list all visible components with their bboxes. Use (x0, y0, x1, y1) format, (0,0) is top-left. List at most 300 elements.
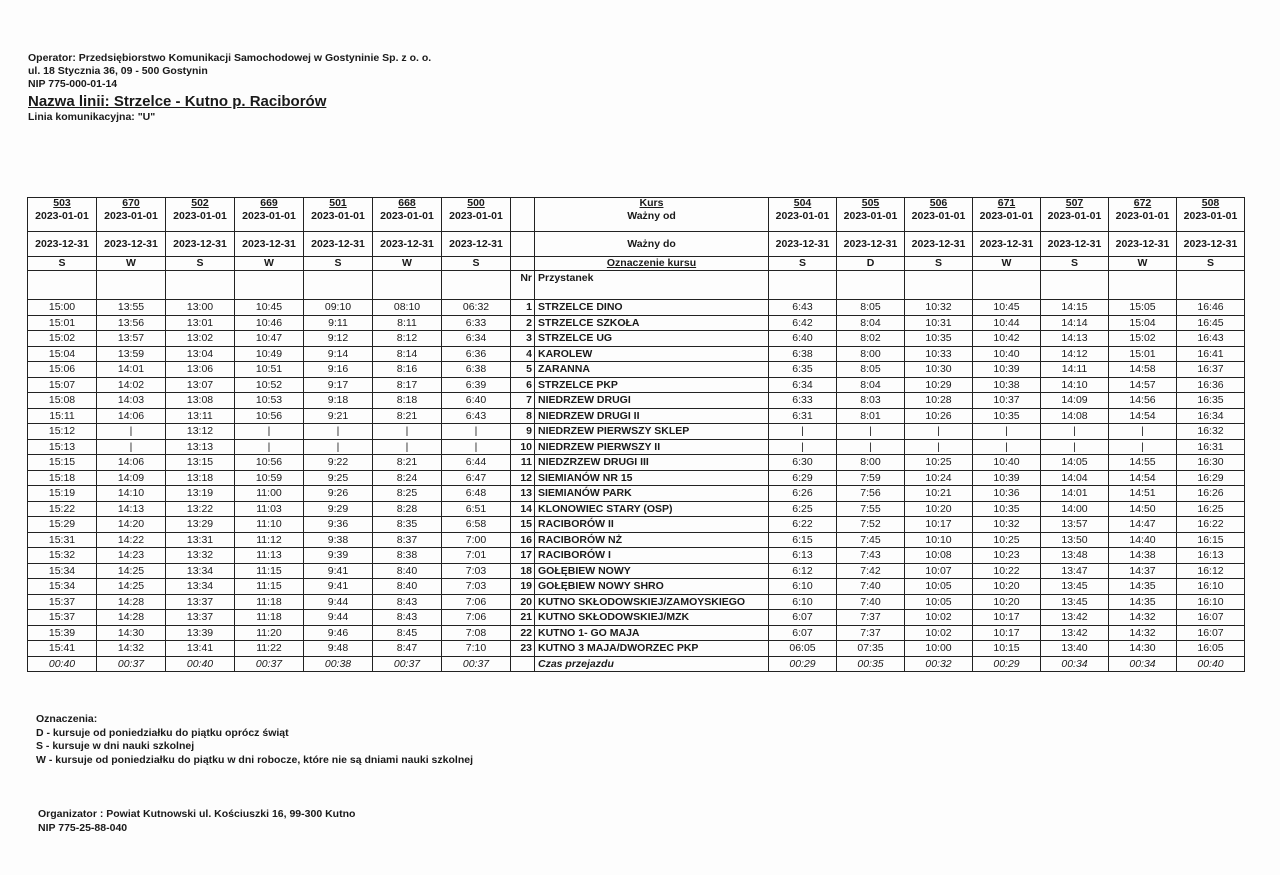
departure-time: 15:32 (28, 548, 97, 564)
course-to: 2023-12-31 (837, 232, 905, 257)
departure-time: 10:25 (973, 532, 1041, 548)
departure-time: | (373, 439, 442, 455)
stop-header: Przystanek (535, 271, 769, 300)
departure-time: 16:07 (1177, 625, 1245, 641)
departure-time: 14:28 (97, 610, 166, 626)
travel-time: 00:35 (837, 656, 905, 672)
departure-time: 14:47 (1109, 517, 1177, 533)
departure-time: 6:44 (442, 455, 511, 471)
departure-time: 10:05 (905, 594, 973, 610)
stop-number: 5 (511, 362, 535, 378)
departure-time: 15:15 (28, 455, 97, 471)
departure-time: 10:38 (973, 377, 1041, 393)
course-id: 505 (837, 198, 905, 210)
timetable (27, 197, 1245, 672)
departure-time: 6:30 (769, 455, 837, 471)
nr-spacer (511, 656, 535, 672)
stop-name: STRZELCE SZKOŁA (535, 315, 769, 331)
departure-time: | (837, 439, 905, 455)
departure-time: 10:23 (973, 548, 1041, 564)
course-from: 2023-01-01 (905, 209, 973, 232)
departure-time: 10:08 (905, 548, 973, 564)
departure-time: 10:59 (235, 470, 304, 486)
departure-time: 6:38 (442, 362, 511, 378)
blank-cell (373, 271, 442, 300)
departure-time: 15:02 (1109, 331, 1177, 347)
departure-time: 14:03 (97, 393, 166, 409)
departure-time: 14:54 (1109, 470, 1177, 486)
stop-row (28, 563, 1245, 579)
course-id: 506 (905, 198, 973, 210)
stop-row (28, 439, 1245, 455)
course-to: 2023-12-31 (1041, 232, 1109, 257)
departure-time: 10:31 (905, 315, 973, 331)
stop-row (28, 532, 1245, 548)
departure-time: 9:17 (304, 377, 373, 393)
departure-time: 10:51 (235, 362, 304, 378)
departure-time: 8:14 (373, 346, 442, 362)
departure-time: 13:42 (1041, 610, 1109, 626)
departure-time: 8:24 (373, 470, 442, 486)
travel-time: 00:29 (973, 656, 1041, 672)
departure-time: 9:22 (304, 455, 373, 471)
blank-cell (442, 271, 511, 300)
departure-time: 16:13 (1177, 548, 1245, 564)
departure-time: 14:30 (97, 625, 166, 641)
departure-time: 11:00 (235, 486, 304, 502)
departure-time: 16:12 (1177, 563, 1245, 579)
departure-time: 9:36 (304, 517, 373, 533)
departure-time: 14:10 (97, 486, 166, 502)
course-from: 2023-01-01 (28, 209, 97, 232)
departure-time: 10:32 (973, 517, 1041, 533)
blank-cell (304, 271, 373, 300)
operator-name: Operator: Przedsiębiorstwo Komunikacji Samochodowej w Gostyninie Sp. z o. o. (28, 52, 432, 64)
course-to: 2023-12-31 (1109, 232, 1177, 257)
line-name: Nazwa linii: Strzelce - Kutno p. Raciborów (28, 93, 327, 110)
stop-row (28, 517, 1245, 533)
course-from: 2023-01-01 (1041, 209, 1109, 232)
departure-time: 9:12 (304, 331, 373, 347)
stop-name: KUTNO 1- GO MAJA (535, 625, 769, 641)
operator-address: ul. 18 Stycznia 36, 09 - 500 Gostynin (28, 65, 208, 77)
departure-time: 7:03 (442, 579, 511, 595)
stop-name: ZARANNA (535, 362, 769, 378)
departure-time: 6:31 (769, 408, 837, 424)
travel-time: 00:40 (1177, 656, 1245, 672)
departure-time: 16:26 (1177, 486, 1245, 502)
departure-time: 16:30 (1177, 455, 1245, 471)
travel-time: 00:40 (28, 656, 97, 672)
travel-time: 00:37 (373, 656, 442, 672)
course-from: 2023-01-01 (373, 209, 442, 232)
stop-name: KAROLEW (535, 346, 769, 362)
departure-time: 15:34 (28, 579, 97, 595)
departure-time: 8:04 (837, 377, 905, 393)
departure-time: 6:33 (769, 393, 837, 409)
departure-time: 10:26 (905, 408, 973, 424)
departure-time: | (973, 424, 1041, 440)
departure-time: 9:14 (304, 346, 373, 362)
departure-time: 10:37 (973, 393, 1041, 409)
stop-number: 19 (511, 579, 535, 595)
departure-time: 8:25 (373, 486, 442, 502)
departure-time: | (235, 424, 304, 440)
departure-time: | (304, 424, 373, 440)
blank-cell (28, 271, 97, 300)
departure-time: 10:42 (973, 331, 1041, 347)
stop-row (28, 300, 1245, 316)
departure-time: 7:40 (837, 579, 905, 595)
departure-time: 14:38 (1109, 548, 1177, 564)
departure-time: 13:04 (166, 346, 235, 362)
departure-time: 6:22 (769, 517, 837, 533)
departure-time: 7:37 (837, 625, 905, 641)
departure-time: 13:45 (1041, 579, 1109, 595)
departure-time: 13:59 (97, 346, 166, 362)
document-header (28, 52, 431, 124)
departure-time: 10:20 (905, 501, 973, 517)
stop-row (28, 548, 1245, 564)
departure-time: | (1041, 424, 1109, 440)
departure-time: 6:12 (769, 563, 837, 579)
course-from: 2023-01-01 (235, 209, 304, 232)
departure-time: 15:37 (28, 610, 97, 626)
stop-number: 7 (511, 393, 535, 409)
departure-time: | (1109, 424, 1177, 440)
departure-time: 7:03 (442, 563, 511, 579)
departure-time: 8:35 (373, 517, 442, 533)
stop-row (28, 424, 1245, 440)
departure-time: 8:04 (837, 315, 905, 331)
departure-time: 9:39 (304, 548, 373, 564)
course-id: 508 (1177, 198, 1245, 210)
departure-time: 16:10 (1177, 594, 1245, 610)
blank-cell (235, 271, 304, 300)
travel-time: 00:37 (97, 656, 166, 672)
departure-time: 14:05 (1041, 455, 1109, 471)
departure-time: 8:45 (373, 625, 442, 641)
departure-time: 16:45 (1177, 315, 1245, 331)
departure-time: 16:05 (1177, 641, 1245, 657)
stop-number: 12 (511, 470, 535, 486)
stop-row (28, 315, 1245, 331)
departure-time: 9:25 (304, 470, 373, 486)
departure-time: 7:01 (442, 548, 511, 564)
course-from: 2023-01-01 (1109, 209, 1177, 232)
organizer-footer (38, 808, 355, 835)
departure-time: 9:38 (304, 532, 373, 548)
departure-time: 13:37 (166, 610, 235, 626)
course-mark: S (166, 257, 235, 271)
departure-time: 11:18 (235, 594, 304, 610)
departure-time: 10:52 (235, 377, 304, 393)
stop-row (28, 594, 1245, 610)
departure-time: 14:32 (1109, 610, 1177, 626)
departure-time: 13:34 (166, 579, 235, 595)
departure-time: 10:49 (235, 346, 304, 362)
departure-time: 6:10 (769, 579, 837, 595)
course-id: 504 (769, 198, 837, 210)
departure-time: 7:00 (442, 532, 511, 548)
departure-time: 11:15 (235, 579, 304, 595)
departure-time: 14:01 (97, 362, 166, 378)
departure-time: 7:43 (837, 548, 905, 564)
travel-time: 00:38 (304, 656, 373, 672)
departure-time: 7:52 (837, 517, 905, 533)
departure-time: 10:33 (905, 346, 973, 362)
departure-time: 16:22 (1177, 517, 1245, 533)
blank-cell (837, 271, 905, 300)
departure-time: 15:07 (28, 377, 97, 393)
departure-time: 15:06 (28, 362, 97, 378)
course-to: 2023-12-31 (973, 232, 1041, 257)
course-to: 2023-12-31 (373, 232, 442, 257)
course-mark: W (235, 257, 304, 271)
departure-time: 11:13 (235, 548, 304, 564)
departure-time: 10:02 (905, 610, 973, 626)
departure-time: 13:08 (166, 393, 235, 409)
departure-time: 14:02 (97, 377, 166, 393)
departure-time: 10:29 (905, 377, 973, 393)
departure-time: 08:10 (373, 300, 442, 316)
departure-time: 16:37 (1177, 362, 1245, 378)
departure-time: 15:41 (28, 641, 97, 657)
departure-time: 11:03 (235, 501, 304, 517)
departure-time: 9:11 (304, 315, 373, 331)
departure-time: 13:37 (166, 594, 235, 610)
departure-time: 13:29 (166, 517, 235, 533)
departure-time: 06:05 (769, 641, 837, 657)
departure-time: 13:34 (166, 563, 235, 579)
departure-time: 15:39 (28, 625, 97, 641)
departure-time: 13:11 (166, 408, 235, 424)
departure-time: 10:35 (905, 331, 973, 347)
departure-time: | (442, 424, 511, 440)
departure-time: 14:58 (1109, 362, 1177, 378)
course-from: 2023-01-01 (769, 209, 837, 232)
marking-row (28, 257, 1245, 271)
departure-time: 14:20 (97, 517, 166, 533)
stop-name: NIEDZRZEW DRUGI III (535, 455, 769, 471)
departure-time: 13:32 (166, 548, 235, 564)
departure-time: 14:32 (1109, 625, 1177, 641)
stop-name: KUTNO 3 MAJA/DWORZEC PKP (535, 641, 769, 657)
departure-time: 8:40 (373, 579, 442, 595)
stop-name: SIEMIANÓW PARK (535, 486, 769, 502)
departure-time: 10:53 (235, 393, 304, 409)
departure-time: 7:45 (837, 532, 905, 548)
course-to: 2023-12-31 (235, 232, 304, 257)
departure-time: 10:40 (973, 455, 1041, 471)
departure-time: 15:18 (28, 470, 97, 486)
departure-time: 6:48 (442, 486, 511, 502)
departure-time: 10:07 (905, 563, 973, 579)
stop-number: 9 (511, 424, 535, 440)
stop-row (28, 486, 1245, 502)
departure-time: 16:07 (1177, 610, 1245, 626)
departure-time: 10:35 (973, 501, 1041, 517)
departure-time: 9:48 (304, 641, 373, 657)
departure-time: 10:46 (235, 315, 304, 331)
blank-cell (1041, 271, 1109, 300)
departure-time: 13:01 (166, 315, 235, 331)
departure-time: 14:22 (97, 532, 166, 548)
stop-number: 22 (511, 625, 535, 641)
stop-name: GOŁĘBIEW NOWY (535, 563, 769, 579)
departure-time: 6:26 (769, 486, 837, 502)
departure-time: 8:37 (373, 532, 442, 548)
departure-time: 14:28 (97, 594, 166, 610)
departure-time: 15:02 (28, 331, 97, 347)
departure-time: 6:35 (769, 362, 837, 378)
departure-time: 14:30 (1109, 641, 1177, 657)
stop-row (28, 331, 1245, 347)
departure-time: 10:28 (905, 393, 973, 409)
departure-time: 16:43 (1177, 331, 1245, 347)
travel-time: 00:32 (905, 656, 973, 672)
departure-time: 14:08 (1041, 408, 1109, 424)
departure-time: 13:19 (166, 486, 235, 502)
departure-time: 15:01 (1109, 346, 1177, 362)
stop-name: NIEDRZEW PIERWSZY II (535, 439, 769, 455)
departure-time: 10:25 (905, 455, 973, 471)
stop-row (28, 393, 1245, 409)
departure-time: 8:12 (373, 331, 442, 347)
course-mark: S (304, 257, 373, 271)
departure-time: 9:29 (304, 501, 373, 517)
departure-time: 13:56 (97, 315, 166, 331)
departure-time: | (905, 439, 973, 455)
departure-time: 13:00 (166, 300, 235, 316)
departure-time: 7:40 (837, 594, 905, 610)
departure-time: 06:32 (442, 300, 511, 316)
departure-time: 14:54 (1109, 408, 1177, 424)
stop-number: 17 (511, 548, 535, 564)
departure-time: 14:15 (1041, 300, 1109, 316)
stop-name: KUTNO SKŁODOWSKIEJ/MZK (535, 610, 769, 626)
label-kurs: Kurs (535, 198, 769, 210)
departure-time: 8:02 (837, 331, 905, 347)
departure-time: 14:10 (1041, 377, 1109, 393)
travel-time-label: Czas przejazdu (535, 656, 769, 672)
departure-time: 15:08 (28, 393, 97, 409)
blank-cell (905, 271, 973, 300)
departure-time: 10:02 (905, 625, 973, 641)
departure-time: 6:43 (769, 300, 837, 316)
course-from: 2023-01-01 (166, 209, 235, 232)
course-to: 2023-12-31 (442, 232, 511, 257)
departure-time: 16:34 (1177, 408, 1245, 424)
travel-time: 00:40 (166, 656, 235, 672)
departure-time: 10:45 (235, 300, 304, 316)
legend-item-d: D - kursuje od poniedziałku do piątku oprócz świąt (36, 726, 289, 739)
departure-time: 14:11 (1041, 362, 1109, 378)
course-to: 2023-12-31 (769, 232, 837, 257)
departure-time: 11:15 (235, 563, 304, 579)
departure-time: 16:41 (1177, 346, 1245, 362)
legend (36, 713, 473, 767)
course-mark: S (442, 257, 511, 271)
departure-time: 14:01 (1041, 486, 1109, 502)
course-from: 2023-01-01 (837, 209, 905, 232)
operator-nip: NIP 775-000-01-14 (28, 78, 118, 90)
departure-time: 7:06 (442, 610, 511, 626)
departure-time: 14:25 (97, 563, 166, 579)
departure-time: 15:01 (28, 315, 97, 331)
departure-time: | (1109, 439, 1177, 455)
departure-time: 14:06 (97, 408, 166, 424)
departure-time: 16:15 (1177, 532, 1245, 548)
course-mark: S (1041, 257, 1109, 271)
departure-time: 10:24 (905, 470, 973, 486)
departure-time: 14:32 (97, 641, 166, 657)
stop-row (28, 377, 1245, 393)
stop-name: NIEDRZEW PIERWSZY SKLEP (535, 424, 769, 440)
stop-row (28, 408, 1245, 424)
departure-time: 11:12 (235, 532, 304, 548)
travel-time-row (28, 656, 1245, 672)
departure-time: | (905, 424, 973, 440)
stop-name: KUTNO SKŁODOWSKIEJ/ZAMOYSKIEGO (535, 594, 769, 610)
departure-time: 16:10 (1177, 579, 1245, 595)
departure-time: 10:40 (973, 346, 1041, 362)
departure-time: 8:05 (837, 362, 905, 378)
course-mark: W (1109, 257, 1177, 271)
departure-time: 13:06 (166, 362, 235, 378)
departure-time: 16:25 (1177, 501, 1245, 517)
departure-time: 10:30 (905, 362, 973, 378)
nr-spacer (511, 232, 535, 257)
organizer-nip: NIP 775-25-88-040 (38, 821, 128, 834)
stop-row (28, 625, 1245, 641)
stop-number: 16 (511, 532, 535, 548)
stop-row (28, 346, 1245, 362)
departure-time: 9:44 (304, 594, 373, 610)
departure-time: 8:16 (373, 362, 442, 378)
departure-time: 13:47 (1041, 563, 1109, 579)
departure-time: 13:07 (166, 377, 235, 393)
departure-time: 10:00 (905, 641, 973, 657)
course-mark: S (1177, 257, 1245, 271)
course-from: 2023-01-01 (442, 209, 511, 232)
course-to: 2023-12-31 (1177, 232, 1245, 257)
departure-time: 9:26 (304, 486, 373, 502)
departure-time: | (837, 424, 905, 440)
stop-name: RACIBORÓW II (535, 517, 769, 533)
course-from: 2023-01-01 (97, 209, 166, 232)
departure-time: | (373, 424, 442, 440)
departure-time: 16:29 (1177, 470, 1245, 486)
departure-time: 14:12 (1041, 346, 1109, 362)
departure-time: 8:18 (373, 393, 442, 409)
stop-row (28, 501, 1245, 517)
departure-time: 11:18 (235, 610, 304, 626)
departure-time: 14:50 (1109, 501, 1177, 517)
departure-time: 10:21 (905, 486, 973, 502)
departure-time: 6:58 (442, 517, 511, 533)
departure-time: 15:12 (28, 424, 97, 440)
stop-name: STRZELCE UG (535, 331, 769, 347)
departure-time: 6:29 (769, 470, 837, 486)
departure-time: 6:15 (769, 532, 837, 548)
departure-time: 6:10 (769, 594, 837, 610)
departure-time: 14:56 (1109, 393, 1177, 409)
departure-time: 10:56 (235, 408, 304, 424)
stop-name: STRZELCE PKP (535, 377, 769, 393)
stop-number: 6 (511, 377, 535, 393)
departure-time: | (769, 424, 837, 440)
